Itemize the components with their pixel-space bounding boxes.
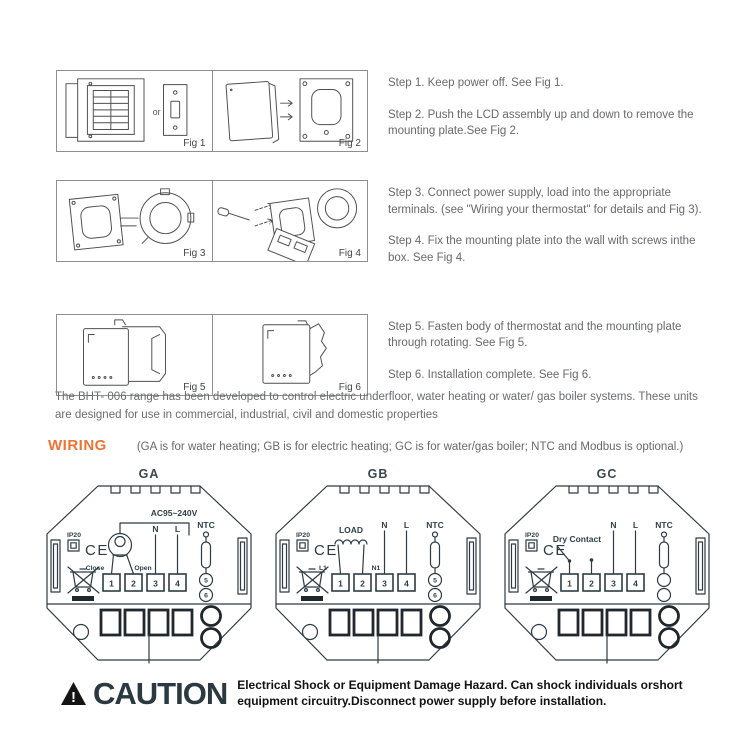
top-tabs	[569, 486, 658, 493]
diagram-gb-title: GB	[367, 467, 389, 481]
terminal-1: 1	[338, 578, 343, 589]
terminal-block	[332, 574, 415, 591]
terminal-3: 3	[611, 578, 616, 589]
weee-icon	[526, 567, 557, 601]
step-2-text: Step 2. Push the LCD assembly up and down to remove the mounting plate.See Fig 2.	[388, 108, 694, 138]
svg-text:!: !	[71, 689, 76, 707]
diagram-gc-drawing	[501, 482, 713, 666]
ntc-label: NTC	[655, 520, 673, 530]
fig6-label: Fig 6	[338, 381, 361, 393]
steps-text-3	[388, 314, 718, 399]
wiring-heading: WIRING	[48, 437, 107, 454]
caution-label: CAUTION	[93, 676, 228, 712]
ce-mark: CE	[314, 542, 338, 559]
n-label: N	[610, 520, 617, 530]
figure-3-panel	[57, 181, 212, 261]
figure-4-panel	[212, 181, 368, 261]
l-label: L	[174, 524, 181, 534]
weee-icon	[68, 567, 99, 601]
n-label: N	[152, 524, 159, 534]
figure-box-3	[56, 314, 368, 396]
ip20-icon	[297, 540, 308, 551]
terminal-4: 4	[175, 578, 180, 589]
fig1-label: Fig 1	[183, 138, 206, 149]
screw-hole	[303, 625, 318, 640]
ntc-terminal-6: 6	[204, 592, 208, 600]
figure-5-panel	[57, 315, 212, 395]
fig3-label: Fig 3	[183, 248, 206, 260]
diagram-gc-title: GC	[596, 467, 618, 481]
n-label: N	[381, 520, 388, 530]
steps-text-2	[388, 180, 718, 282]
ntc-terminal-5: 5	[433, 577, 437, 585]
step-4-text: Step 4. Fix the mounting plate into the wall with screws inthe box. See Fig 4.	[388, 235, 696, 265]
ip20-icon	[68, 540, 79, 551]
instruction-row-3	[56, 314, 718, 399]
ce-mark: CE	[543, 542, 567, 559]
diagram-gc	[500, 467, 714, 666]
terminal-3: 3	[382, 578, 387, 589]
load-label: LOAD	[338, 525, 364, 535]
top-tabs	[340, 486, 429, 493]
rear-connectors	[559, 607, 679, 648]
close-label: Close	[85, 565, 105, 572]
top-tabs	[111, 486, 200, 493]
figure-1-panel	[57, 71, 212, 151]
wiring-diagrams	[42, 467, 714, 666]
l-label: L	[403, 520, 410, 530]
steps-text-1	[388, 70, 718, 155]
or-label: or	[152, 106, 161, 117]
rear-connectors	[101, 607, 221, 648]
caution-text	[237, 678, 682, 709]
terminal-4: 4	[633, 578, 638, 589]
weee-icon	[297, 567, 328, 601]
terminal-1: 1	[109, 578, 114, 589]
ntc-label: NTC	[426, 520, 444, 530]
power-rating-label: AC95~240V	[150, 508, 198, 518]
caution-banner	[60, 676, 683, 712]
valve-motor-icon	[109, 534, 132, 557]
terminal-3: 3	[153, 578, 158, 589]
diagram-ga-title: GA	[138, 467, 160, 481]
load-coil-icon	[335, 540, 367, 574]
step-5-text: Step 5. Fasten body of thermostat and the mounting plate through rotating. See Fig 5.	[388, 320, 682, 350]
l1-label: L1	[319, 565, 327, 572]
diagram-ga	[42, 467, 256, 666]
figure-6-panel	[212, 315, 368, 395]
ip20-icon	[526, 540, 537, 551]
caution-line-2: equipment circuitry.Disconnect power supply before installation.	[237, 693, 607, 708]
ntc-sensor-icon	[197, 520, 214, 602]
fig2-label: Fig 2	[338, 138, 361, 149]
terminal-1: 1	[567, 578, 572, 589]
instruction-row-2	[56, 180, 718, 282]
ntc-terminal-6: 6	[433, 592, 437, 600]
instruction-row-1	[56, 70, 718, 155]
terminal-block	[561, 574, 644, 591]
wiring-section-header	[48, 437, 683, 454]
figure-box-2	[56, 180, 368, 262]
ntc-sensor-icon	[655, 520, 672, 602]
ip20-mark: IP20	[67, 532, 81, 539]
figure-2-panel	[212, 71, 368, 151]
n-l-wires	[385, 531, 407, 574]
rear-connectors	[330, 607, 450, 648]
step-6-text: Step 6. Installation complete. See Fig 6.	[388, 369, 592, 382]
n1-label: N1	[371, 565, 381, 572]
fig4-label: Fig 4	[338, 248, 361, 260]
ip20-mark: IP20	[525, 532, 539, 539]
n-l-wires	[614, 531, 636, 574]
open-label: Open	[134, 565, 152, 572]
diagram-gb	[271, 467, 485, 666]
terminal-block	[103, 574, 186, 591]
figure-box-1	[56, 70, 368, 152]
screw-hole	[532, 625, 547, 640]
diagram-gb-drawing	[272, 482, 484, 666]
n-l-wires	[156, 535, 178, 574]
diagram-ga-drawing	[43, 482, 255, 666]
fig5-label: Fig 5	[183, 381, 206, 393]
terminal-2: 2	[131, 578, 136, 589]
screw-hole	[74, 625, 89, 640]
dry-contact-label: Dry Contact	[552, 534, 602, 544]
screwdriver-shape	[217, 207, 249, 220]
ntc-terminal-5: 5	[204, 577, 208, 585]
terminal-2: 2	[589, 578, 594, 589]
caution-line-1: Electrical Shock or Equipment Damage Hazard. Can shock individuals orshort	[237, 678, 683, 692]
l-label: L	[632, 520, 639, 530]
installation-steps-section	[56, 70, 718, 399]
light-switch-shape	[164, 85, 187, 136]
ce-mark: CE	[85, 542, 109, 559]
ip20-mark: IP20	[296, 532, 310, 539]
step-1-text: Step 1. Keep power off. See Fig 1.	[388, 77, 564, 89]
wiring-note: (GA is for water heating; GB is for electric heating; GC is for water/gas boiler; NTC and Modbus is optional.)	[136, 441, 684, 453]
product-description: The BHT- 006 range has been developed to control electric underfloor, water heating or water/ gas boiler systems. These units are designed for use in commercial, industrial, civil and domestic properties	[55, 391, 698, 421]
valve-legs	[112, 555, 134, 575]
ntc-label: NTC	[197, 520, 215, 530]
terminal-2: 2	[360, 578, 365, 589]
step-3-text: Step 3. Connect power supply, load into the appropriate terminals. (see "Wiring your thermostat" for details and Fig 3).	[388, 187, 702, 216]
terminal-4: 4	[404, 578, 409, 589]
warning-triangle-icon	[60, 681, 87, 706]
ntc-sensor-icon	[426, 520, 443, 602]
